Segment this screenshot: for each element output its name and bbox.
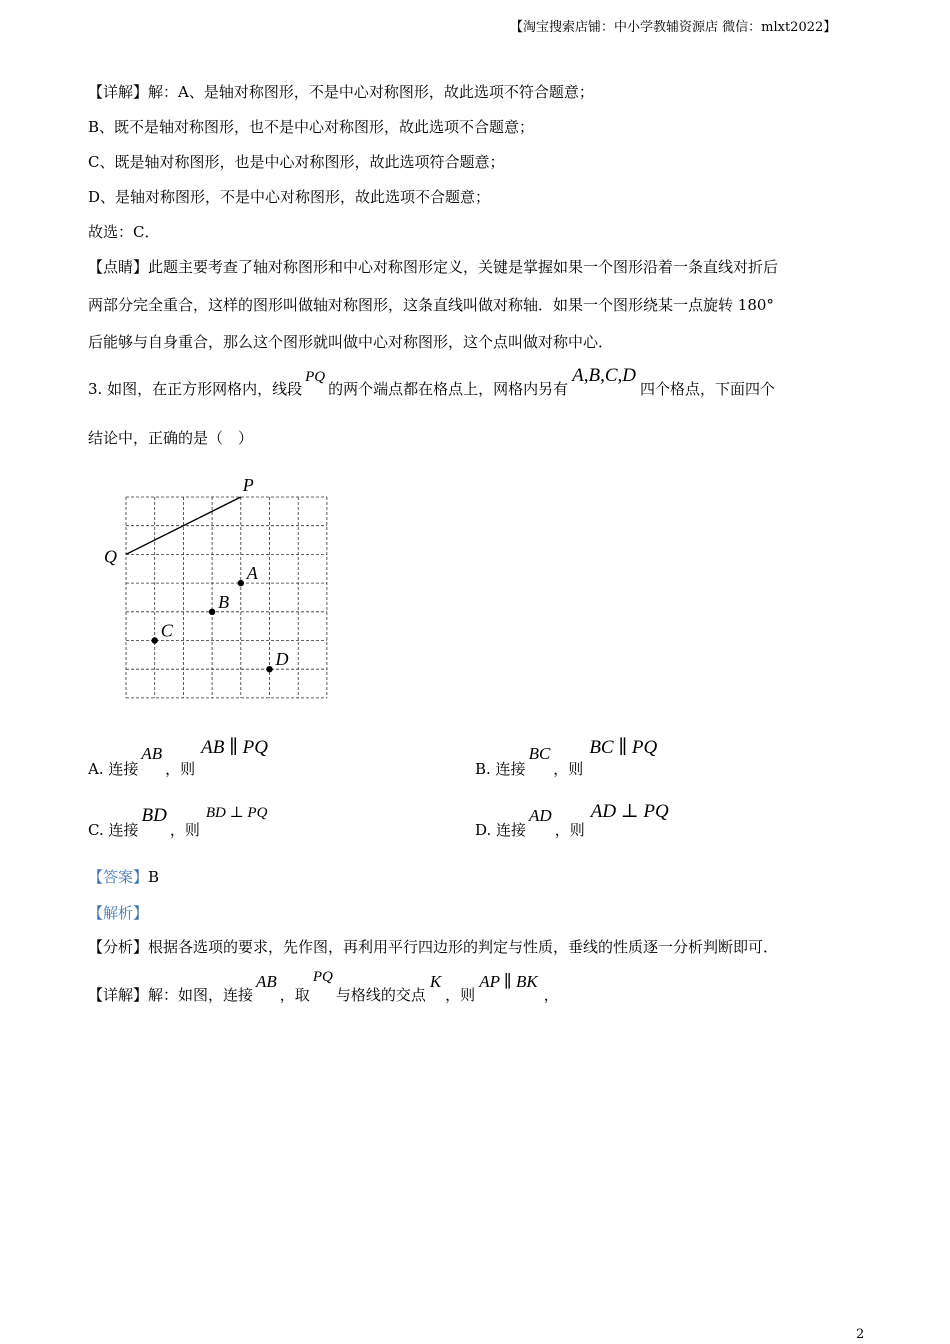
detail-seg-ab: AB	[256, 972, 277, 991]
question-prefix: 3. 如图，在正方形网格内，线段	[88, 380, 303, 398]
analysis-label: 【解析】	[88, 904, 149, 922]
option-a-prefix: A. 连接	[88, 760, 139, 778]
detail-seg-pq: PQ	[312, 969, 333, 985]
option-c-comma: ，则	[169, 821, 200, 839]
option-a-rel: AB ∥ PQ	[201, 737, 268, 758]
detail-end: ，	[543, 986, 559, 1004]
point-d	[266, 666, 272, 672]
option-b-seg: BC	[528, 744, 551, 763]
option-b-prefix: B. 连接	[475, 760, 526, 778]
option-a-seg: AB	[141, 744, 163, 763]
answer-line	[88, 867, 159, 887]
option-d	[475, 801, 669, 839]
label-d: D	[275, 649, 289, 670]
label-p: P	[242, 475, 254, 495]
point-a	[238, 580, 244, 586]
page-header: 【淘宝搜索店铺：中小学教辅资源店 微信：mlxt2022】	[510, 20, 837, 35]
answer-label: 【答案】	[88, 868, 149, 886]
analysis-line: 【分析】根据各选项的要求，先作图，再利用平行四边形的判定与性质，垂线的性质逐一分析判断即可．	[88, 938, 779, 956]
option-a	[88, 737, 268, 778]
detail-prefix: 【详解】解：如图，连接	[88, 986, 254, 1004]
detail-point-k: K	[429, 972, 442, 991]
detail-line-3: C、既是轴对称图形，也是中心对称图形，故此选项符合题意；	[88, 153, 505, 171]
option-b-comma: ，则	[553, 760, 584, 778]
detail-line-2: B、既不是轴对称图形，也不是中心对称图形，故此选项不合题意；	[88, 118, 535, 136]
label-q: Q	[104, 546, 117, 567]
detail-line	[88, 966, 559, 1004]
label-b: B	[218, 591, 230, 612]
option-c	[88, 805, 268, 839]
option-d-rel: AD ⊥ PQ	[590, 801, 669, 822]
option-a-comma: ，则	[165, 760, 196, 778]
grid-figure	[100, 470, 360, 710]
question-suffix: 四个格点，下面四个	[639, 380, 775, 398]
option-b	[475, 737, 658, 778]
point-b	[209, 609, 215, 615]
detail-mid-2: 与格线的交点	[335, 986, 426, 1004]
option-c-prefix: C. 连接	[88, 821, 139, 839]
label-c: C	[160, 620, 173, 641]
option-d-seg: AD	[529, 806, 552, 825]
option-d-comma: ，则	[554, 821, 585, 839]
comment-line-3: 后能够与自身重合，那么这个图形就叫做中心对称图形，这个点叫做对称中心．	[88, 333, 614, 351]
option-d-prefix: D. 连接	[475, 821, 527, 839]
label-a: A	[246, 563, 258, 584]
question-mid: 的两个端点都在格点上，网格内另有	[328, 380, 569, 398]
option-c-seg: BD	[141, 805, 167, 826]
detail-mid-3: ，则	[445, 986, 476, 1004]
page-number: 2	[856, 1327, 865, 1342]
detail-line-4: D、是轴对称图形，不是中心对称图形，故此选项不合题意；	[88, 188, 491, 206]
point-c	[152, 637, 158, 643]
option-b-rel: BC ∥ PQ	[589, 737, 658, 758]
question-line-2: 结论中，正确的是（ ）	[88, 429, 254, 447]
detail-rel: AP ∥ BK	[479, 972, 538, 991]
comment-line-2: 两部分完全重合，这样的图形叫做轴对称图形，这条直线叫做对称轴．如果一个图形绕某一点旋转 180°	[88, 296, 774, 314]
choice-line: 故选：C．	[88, 223, 160, 241]
segment-pq: PQ	[305, 369, 326, 385]
comment-line-1: 【点睛】此题主要考查了轴对称图形和中心对称图形定义，关键是掌握如果一个图形沿着一条直线对折后	[88, 258, 779, 276]
option-c-rel: BD ⊥ PQ	[205, 805, 268, 821]
grid-labels	[104, 475, 289, 669]
detail-line-1: 【详解】解：A、是轴对称图形，不是中心对称图形，故此选项不符合题意；	[88, 83, 594, 101]
question-text	[88, 366, 775, 402]
points-abcd: A,B,C,D	[572, 365, 636, 386]
answer-value: B	[148, 868, 160, 886]
detail-mid-1: ，取	[279, 986, 310, 1004]
